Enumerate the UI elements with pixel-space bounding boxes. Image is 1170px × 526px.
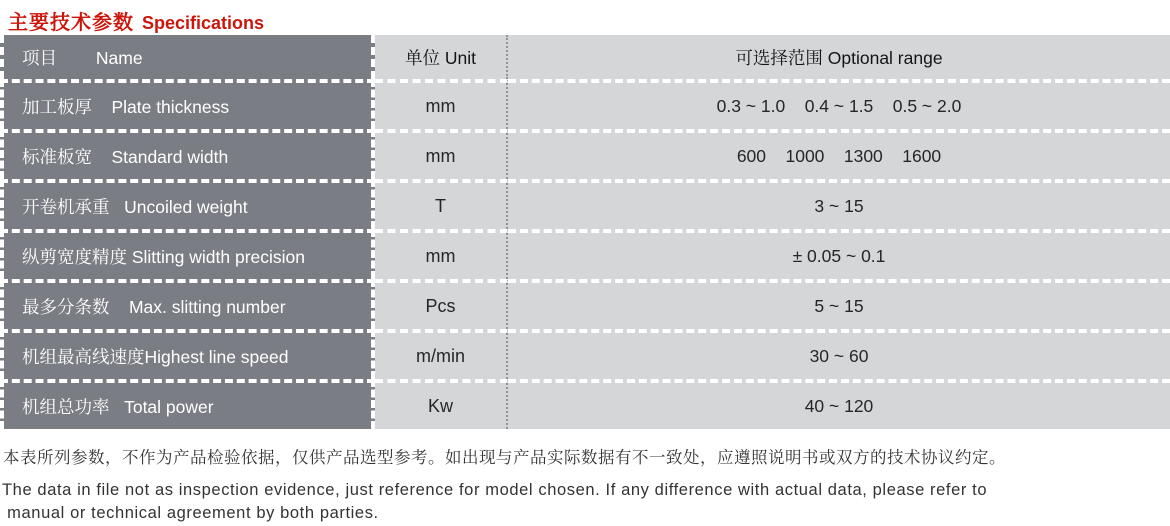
header-range-cell: 可选择范围 Optional range: [508, 35, 1170, 79]
row-range-cell: 5 ~ 15: [508, 279, 1170, 329]
row-name-cell: 最多分条数 Max. slitting number: [0, 279, 375, 329]
table-row-standard-width: [0, 129, 1170, 179]
row-name-cell: 标准板宽 Standard width: [0, 129, 375, 179]
page-title-en: Specifications: [142, 13, 265, 33]
row-range-cell: 0.3 ~ 1.0 0.4 ~ 1.5 0.5 ~ 2.0: [508, 79, 1170, 129]
table-row-uncoiled-weight: [0, 179, 1170, 229]
row-name-cell: 开卷机承重 Uncoiled weight: [0, 179, 375, 229]
row-unit-cell: mm: [375, 229, 508, 279]
footnote-chinese: 本表所列参数，不作为产品检验依据，仅供产品选型参考。如出现与产品实际数据有不一致处，应遵照说明书或双方的技术协议约定。: [3, 449, 1006, 467]
table-row-max-slitting-number: [0, 279, 1170, 329]
footnote-english-line2: manual or technical agreement by both parties.: [2, 504, 379, 522]
row-unit-cell: Pcs: [375, 279, 508, 329]
spec-table: [0, 35, 1170, 429]
row-range-cell: ± 0.05 ~ 0.1: [508, 229, 1170, 279]
row-unit-cell: mm: [375, 79, 508, 129]
table-row-highest-line-speed: [0, 329, 1170, 379]
row-range-cell: 40 ~ 120: [508, 379, 1170, 429]
row-range-cell: 30 ~ 60: [508, 329, 1170, 379]
table-header-row: [0, 35, 1170, 79]
row-name-cell: 机组总功率 Total power: [0, 379, 375, 429]
page-title: [0, 0, 1170, 35]
row-range-cell: 600 1000 1300 1600: [508, 129, 1170, 179]
row-name-cell: 纵剪宽度精度 Slitting width precision: [0, 229, 375, 279]
footnote-english: [2, 479, 1170, 525]
table-row-slitting-width-precision: [0, 229, 1170, 279]
header-unit-cell: 单位 Unit: [375, 35, 508, 79]
header-name-cell: 项目 Name: [0, 35, 375, 79]
footnote-english-line1: The data in file not as inspection evidence, just reference for model chosen. If any difference with actual data, please refer to: [2, 481, 988, 499]
row-unit-cell: mm: [375, 129, 508, 179]
row-unit-cell: T: [375, 179, 508, 229]
page-title-zh: 主要技术参数: [8, 12, 134, 34]
row-unit-cell: m/min: [375, 329, 508, 379]
row-range-cell: 3 ~ 15: [508, 179, 1170, 229]
row-name-cell: 加工板厚 Plate thickness: [0, 79, 375, 129]
row-name-cell: 机组最高线速度Highest line speed: [0, 329, 375, 379]
table-row-total-power: [0, 379, 1170, 429]
table-row-plate-thickness: [0, 79, 1170, 129]
row-unit-cell: Kw: [375, 379, 508, 429]
